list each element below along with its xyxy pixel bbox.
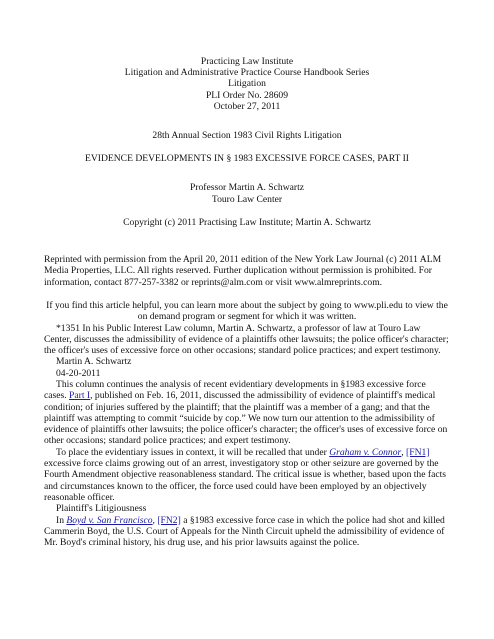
author-block [44, 182, 450, 204]
boyd-case-name: Boyd v. San Francisco [66, 514, 153, 526]
order-number-line: PLI Order No. 28609 [205, 89, 289, 101]
footnote-1-link[interactable]: [FN1] [406, 446, 430, 458]
para2-text-end: excessive force claims growing out of an arrest, investigatory stop or other seizure are governed by the Fourth Amendment objective reasonableness standard. The critical issue is whether, based upon the facts and circumstances known to the officer, the force used could have been employed by an objectively reasonable officer. [44, 458, 446, 503]
para3-text-start: In [56, 514, 67, 526]
para1-text-start: This column continues the analysis of recent evidentiary developments in §1983 excessive force cases. [44, 379, 426, 402]
byline-date: 04-20-2011 [56, 367, 101, 379]
copyright-line: Copyright (c) 2011 Practising Law Institute; Martin A. Schwartz [123, 216, 371, 228]
publication-header [44, 0, 450, 112]
body-paragraph-2 [44, 447, 450, 503]
body-paragraph-3 [44, 515, 450, 549]
series-line: Litigation and Administrative Practice Course Handbook Series [124, 67, 370, 79]
para2-separator: , [401, 446, 407, 458]
para2-text-start: To place the evidentiary issues in context, it will be recalled that under [56, 446, 330, 458]
reprint-notice: Reprinted with permission from the April 20, 2011 edition of the New York Law Journal (c) 2011 ALM Media Properties, LLC. All rights reserved. Further duplication without permission is prohibited. For information, contact 877-257-3382 or reprints@alm.com or visit www.almreprints.com. [44, 254, 442, 288]
article-title: EVIDENCE DEVELOPMENTS IN § 1983 EXCESSIVE FORCE CASES, PART II [84, 153, 410, 165]
author-affiliation: Touro Law Center [211, 193, 283, 205]
boyd-case-link[interactable] [66, 515, 152, 526]
footnote-2-link[interactable]: [FN2] [157, 514, 181, 526]
para3-separator: , [152, 514, 158, 526]
summary-paragraph: *1351 In his Public Interest Law column, Martin A. Schwartz, a professor of law at Touro Law Center, discusses the admissibility of evidence of a plaintiffs other lawsuits; the police officer's character; the officer's uses of excessive force on other occasions; standard police practices; and expert testimony. [44, 322, 449, 357]
body-paragraph-1 [44, 379, 450, 447]
date-line: October 27, 2011 [213, 100, 281, 112]
para1-text-end: , published on Feb. 16, 2011, discussed the admissibility of evidence of plaintiff's medical condition; of injuries suffered by the plaintiff; that the plaintiff was a member of a gang; and that the plaintiff was attempting to commit “suicide by cop.” We now turn our attention to the admissibility of evidence of plaintiffs other lawsuits; the police officer's character; the officer's uses of excessive force on other occasions; standard police practices; and expert testimony. [44, 390, 448, 447]
part-one-link[interactable]: Part I [69, 390, 91, 402]
publisher-line: Practicing Law Institute [200, 56, 294, 67]
section-subheading: Plaintiff's Litigiousness [56, 503, 147, 515]
byline-name: Martin A. Schwartz [56, 356, 132, 368]
helpful-notice: If you find this article helpful, you can learn more about the subject by going to www.pli.edu to view the on demand program or segment for which it was written. [46, 299, 448, 323]
author-name: Professor Martin A. Schwartz [189, 182, 305, 194]
graham-case-link[interactable] [329, 447, 401, 458]
graham-case-name: Graham v. Connor [329, 446, 402, 458]
event-title: 28th Annual Section 1983 Civil Rights Litigation [152, 130, 342, 142]
para3-text-end: a §1983 excessive force case in which the police had shot and killed Cammerin Boyd, the U.S. Court of Appeals for the Ninth Circuit upheld the admissibility of evidence of Mr. Boyd's criminal history, his drug use, and his prior lawsuits against the police. [44, 514, 445, 549]
category-line: Litigation [228, 78, 266, 90]
